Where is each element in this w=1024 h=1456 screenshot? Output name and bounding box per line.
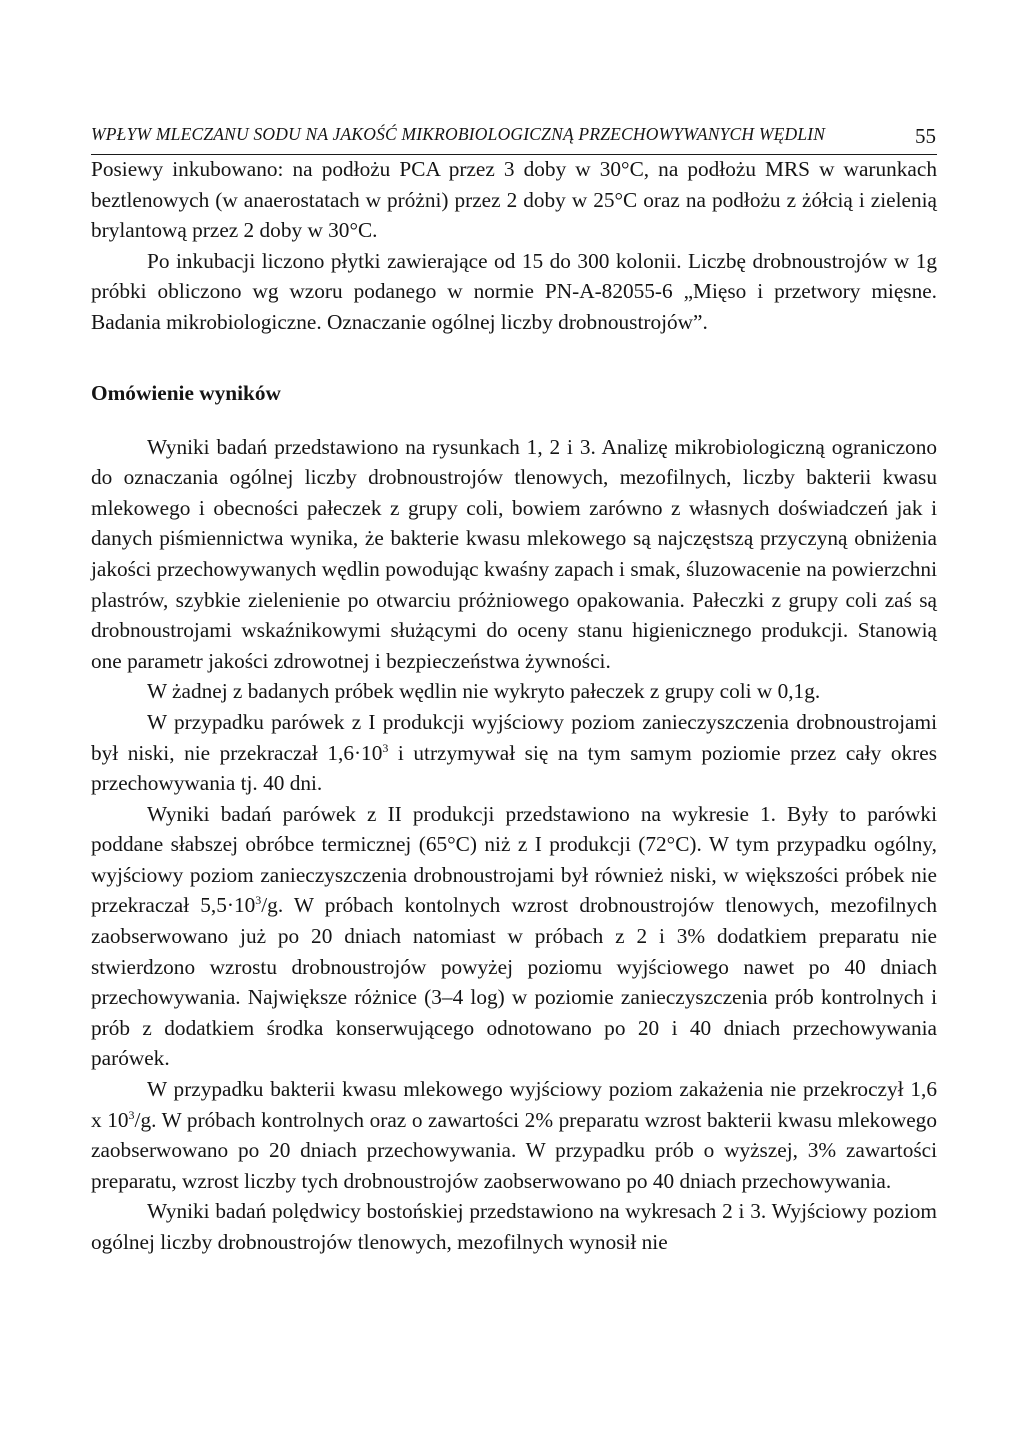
paragraph-results-overview: Wyniki badań przedstawiono na rysunkach 1, 2 i 3. Analizę mikrobiologiczną ograniczono do oznaczania ogólnej liczby drobnoustrojów tlenowych, mezofilnych, liczby bakterii kwasu mlekowego i obecności pałeczek z grupy coli, bowiem zarówno z własnych doświadczeń jak i danych piśmiennictwa wynika, że bakterie kwasu mlekowego są najczęstszą przyczyną obniżenia jakości przechowywanych wędlin powodując kwaśny zapach i smak, śluzowacenie na powierzchni plastrów, szybkie zielenienie po otwarciu próżniowego opakowania. Pałeczki z grupy coli zaś są drobnoustrojami wskaźnikowymi służącymi do oceny stanu higienicznego produkcji. Stanowią one parametr jakości zdrowotnej i bezpieczeństwa żywności.	[91, 434, 937, 673]
document-page	[91, 0, 937, 1456]
text-run: /g. W próbach kontolnych wzrost drobnoustrojów tlenowych, mezofilnych zaobserwowano już po 20 dniach natomiast w próbach z 2 i 3% dodatkiem preparatu nie stwierdzono wzrostu drobnoustrojów powyżej poziomu wyjściowego nawet po 40 dniach przechowywania. Największe różnice (3–4 log) w poziomie zanieczyszczenia prób kontrolnych i prób z dodatkiem środka konserwującego odnotowano po 20 i 40 dniach przechowywania parówek.	[91, 893, 937, 1071]
page-number: 55	[915, 124, 936, 148]
section-heading: Omówienie wyników	[91, 380, 281, 405]
text-run: i utrzymywał się na tym samym poziomie przez cały okres przechowywania tj. 40 dni.	[91, 740, 937, 796]
body-text	[91, 154, 937, 1258]
paragraph-lactic-acid-bacteria	[91, 1074, 937, 1196]
paragraph-incubation: Posiewy inkubowano: na podłożu PCA przez 3 doby w 30°C, na podłożu MRS w warunkach beztlenowych (w anaerostatach w próżni) przez 2 doby w 25°C oraz na podłożu z żółcią i zielenią brylantową przez 2 doby w 30°C.	[91, 157, 937, 243]
running-header	[91, 120, 937, 155]
superscript: 3	[382, 740, 389, 755]
text-run: Wyniki badań parówek z II produkcji przedstawiono na wykresie 1. Były to parówki poddane słabszej obróbce termicznej (65°C) niż z I produkcji (72°C). W tym przypadku ogólny, wyjściowy poziom zanieczyszczenia drobnoustrojami był również niski, w większości próbek nie przekraczał 5,5·10	[91, 801, 937, 918]
text-run: /g. W próbach kontrolnych oraz o zawartości 2% preparatu wzrost bakterii kwasu mlekowego zaobserwowano po 20 dniach przechowywania. W przypadku prób o wyższej, 3% zawartości preparatu, wzrost liczby tych drobnoustrojów zaobserwowano po 40 dniach przechowywania.	[91, 1107, 937, 1193]
running-title: WPŁYW MLECZANU SODU NA JAKOŚĆ MIKROBIOLOGICZNĄ PRZECHOWYWANYCH WĘDLIN	[91, 124, 826, 144]
paragraph-coli: W żadnej z badanych próbek wędlin nie wykryto pałeczek z grupy coli w 0,1g.	[147, 679, 821, 704]
superscript: 3	[255, 893, 262, 908]
text-run: W przypadku bakterii kwasu mlekowego wyjściowy poziom zakażenia nie przekroczył 1,6 x 10	[91, 1077, 937, 1132]
paragraph-colony-count: Po inkubacji liczono płytki zawierające od 15 do 300 kolonii. Liczbę drobnoustrojów w 1g próbki obliczono wg wzoru podanego w normie PN-A-82055-6 „Mięso i przetwory mięsne. Badania mikrobiologiczne. Oznaczanie ogólnej liczby drobnoustrojów”.	[91, 248, 937, 334]
text-run: W przypadku parówek z I produkcji wyjściowy poziom zanieczyszczenia drobnoustrojami był niski, nie przekraczał 1,6·10	[91, 709, 937, 765]
paragraph-sausages-production-2	[91, 799, 937, 1074]
superscript: 3	[128, 1107, 135, 1122]
paragraph-boston-loin: Wyniki badań polędwicy bostońskiej przedstawiono na wykresach 2 i 3. Wyjściowy poziom ogólnej liczby drobnoustrojów tlenowych, mezofilnych wynosił nie	[91, 1199, 937, 1254]
paragraph-sausages-production-1	[91, 707, 937, 799]
